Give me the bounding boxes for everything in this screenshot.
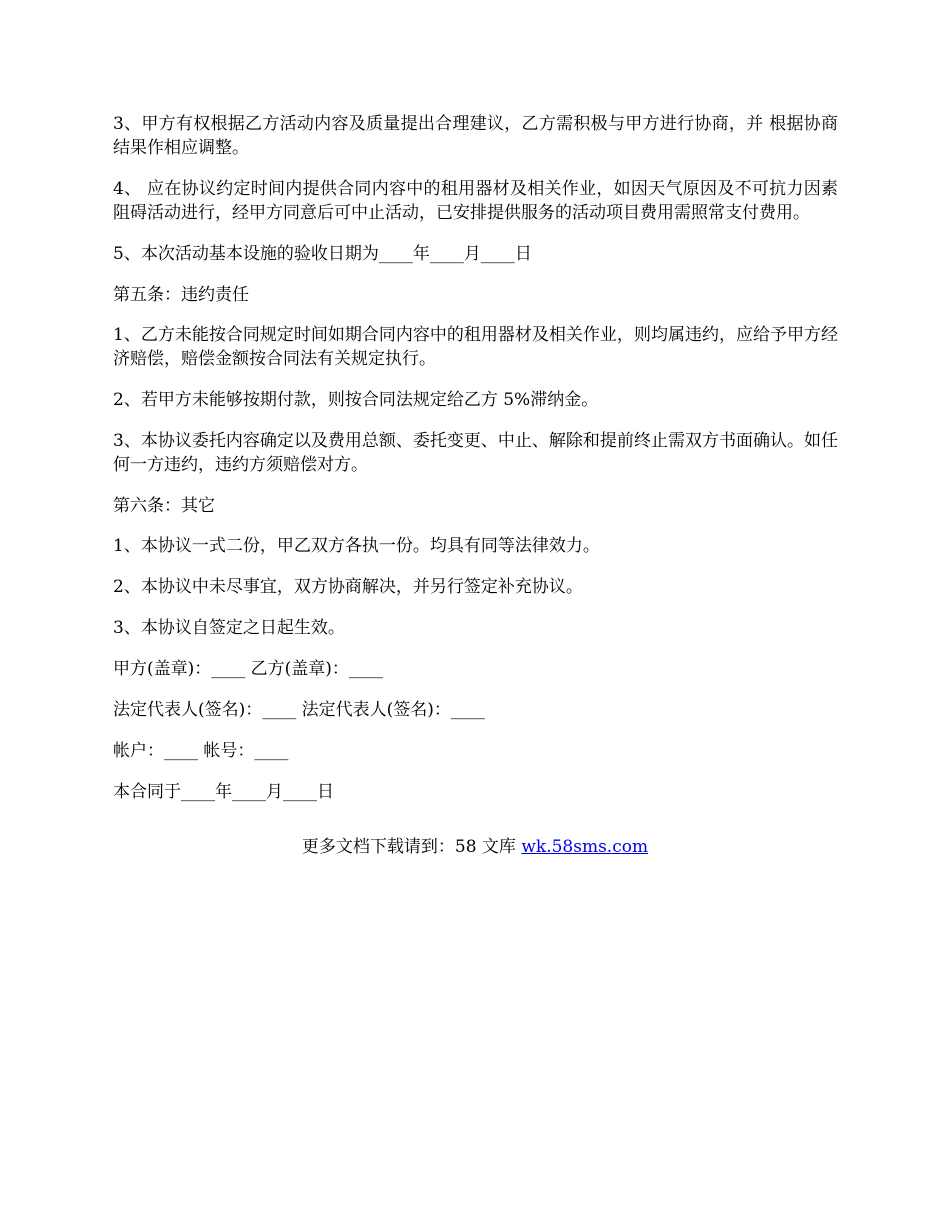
seal-line: 甲方(盖章)：____ 乙方(盖章)：____ <box>113 659 383 679</box>
clause-4-item-5: 5、本次活动基本设施的验收日期为____年____月____日 <box>113 244 532 264</box>
representative-line: 法定代表人(签名)：____ 法定代表人(签名)：____ <box>113 700 485 720</box>
clause-4-item-4: 4、 应在协议约定时间内提供合同内容中的租用器材及相关作业，如因天气原因及不可抗力因素阻碍活动进行，经甲方同意后可中止活动，已安排提供服务的活动项目费用需照常支付费用。 <box>113 179 838 223</box>
section-5-heading: 第五条：违约责任 <box>113 285 249 305</box>
clause-5-item-1: 1、乙方未能按合同规定时间如期合同内容中的租用器材及相关作业，则均属违约，应给予甲方经济赔偿，赔偿金额按合同法有关规定执行。 <box>113 325 838 369</box>
clause-5-item-2: 2、若甲方未能够按期付款，则按合同法规定给乙方 5%滞纳金。 <box>113 390 599 410</box>
clause-5-item-3: 3、本协议委托内容确定以及费用总额、委托变更、中止、解除和提前终止需双方书面确认。如任何一方违约，违约方须赔偿对方。 <box>113 431 838 475</box>
clause-6-item-1: 1、本协议一式二份，甲乙双方各执一份。均具有同等法律效力。 <box>113 536 600 556</box>
contract-date-line: 本合同于____年____月____日 <box>113 782 334 802</box>
section-6-heading: 第六条：其它 <box>113 496 215 516</box>
download-footer <box>0 835 950 859</box>
clause-6-item-2: 2、本协议中未尽事宜，双方协商解决，并另行签定补充协议。 <box>113 577 583 597</box>
document-body <box>113 112 838 821</box>
clause-6-item-3: 3、本协议自签定之日起生效。 <box>113 618 345 638</box>
clause-4-item-3: 3、甲方有权根据乙方活动内容及质量提出合理建议，乙方需积极与甲方进行协商，并 根据协商结果作相应调整。 <box>113 114 838 158</box>
site-link[interactable]: wk.58sms.com <box>521 837 649 857</box>
footer-prefix: 更多文档下载请到：58 文库 <box>301 837 522 857</box>
account-line: 帐户：____ 帐号：____ <box>113 741 289 761</box>
